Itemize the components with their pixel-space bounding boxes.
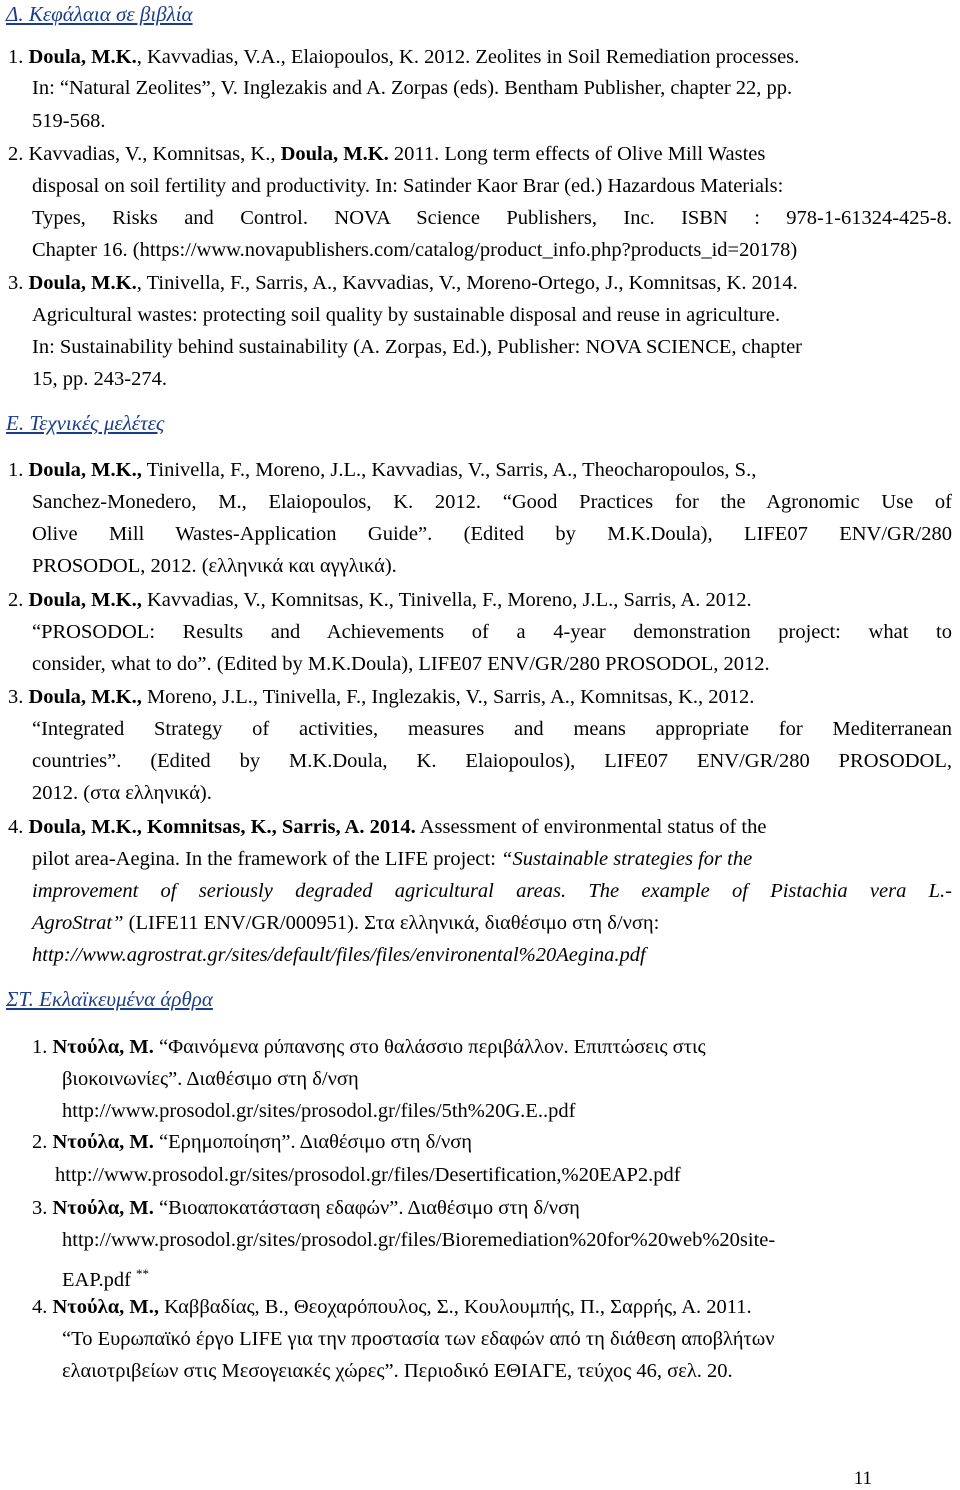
project-title-italic: improvement of seriously degraded agricultural areas. The example of Pistachia vera L.- <box>32 880 952 902</box>
citation-text: “Βιοαποκατάσταση εδαφών”. Διαθέσιμο στη δ/νση <box>153 1197 580 1219</box>
author-bold: Doula, M.K., <box>28 686 142 708</box>
citation-text: Tinivella, F., Moreno, J.L., Kavvadias, V., Sarris, A., Theocharopoulos, S., <box>141 459 757 481</box>
list-item <box>8 814 766 840</box>
url-link[interactable]: EAP.pdf <box>62 1268 131 1291</box>
citation-line: ελαιοτριβείων στις Μεσογειακές χώρες”. Περιοδικό ΕΘΙΑΓΕ, τεύχος 46, σελ. 20. <box>62 1360 733 1382</box>
citation-line: Agricultural wastes: protecting soil quality by sustainable disposal and reuse in agriculture. <box>32 304 781 326</box>
item-number: 1. <box>32 1036 48 1058</box>
citation-line: PROSODOL, 2012. (ελληνικά και αγγλικά). <box>32 555 397 577</box>
author-bold: Doula, M.K. <box>28 272 137 294</box>
citation-line: 15, pp. 243-274. <box>32 368 167 390</box>
list-item <box>8 684 754 710</box>
author-bold: Ντούλα, Μ. <box>52 1036 154 1058</box>
list-item <box>32 1195 580 1221</box>
item-number: 1. <box>8 459 24 481</box>
author-bold: Doula, M.K., <box>28 589 142 611</box>
citation-line: βιοκοινωνίες”. Διαθέσιμο στη δ/νση <box>62 1068 359 1090</box>
item-number: 4. <box>8 816 24 838</box>
citation-line: Chapter 16. (https://www.novapublishers.com/catalog/product_info.php?products_id=20178) <box>32 239 798 261</box>
item-number: 3. <box>8 686 24 708</box>
list-item <box>8 270 798 296</box>
author-bold: Doula, M.K., Komnitsas, K., Sarris, A. 2014. <box>28 816 416 838</box>
citation-line: In: Sustainability behind sustainability (A. Zorpas, Ed.), Publisher: NOVA SCIENCE, chapter <box>32 336 803 358</box>
citation-line <box>62 1261 149 1293</box>
citation-text: 2011. Long term effects of Olive Mill Wastes <box>388 143 766 165</box>
section-heading-popular-articles: ΣΤ. Εκλαϊκευμένα άρθρα <box>6 987 213 1011</box>
citation-line: “Το Ευρωπαϊκό έργο LIFE για την προστασία των εδαφών από τη διάθεση αποβλήτων <box>62 1328 775 1350</box>
list-item <box>8 141 765 167</box>
list-item <box>32 1129 472 1155</box>
list-item <box>8 457 756 483</box>
page-number: 11 <box>853 1468 872 1489</box>
citation-text: Moreno, J.L., Tinivella, F., Inglezakis, V., Sarris, A., Komnitsas, K., 2012. <box>141 686 755 708</box>
citation-line: 2012. (στα ελληνικά). <box>32 782 212 804</box>
url-link[interactable]: http://www.prosodol.gr/sites/prosodol.gr/files/Desertification,%20EAP2.pdf <box>55 1164 681 1186</box>
item-number: 2. <box>8 589 24 611</box>
citation-text: (LIFE11 ENV/GR/000951). Στα ελληνικά, διαθέσιμο στη δ/νση: <box>123 912 660 934</box>
citation-line: Olive Mill Wastes-Application Guide”. (Edited by M.K.Doula), LIFE07 ENV/GR/280 <box>32 523 952 545</box>
citation-line: 519-568. <box>32 110 106 132</box>
footnote-marker: ** <box>136 1266 150 1281</box>
citation-line: countries”. (Edited by M.K.Doula, K. Elaiopoulos), LIFE07 ENV/GR/280 PROSODOL, <box>32 750 952 772</box>
item-number: 2. <box>8 143 24 165</box>
citation-text: Kavvadias, V., Komnitsas, K., <box>28 143 281 165</box>
citation-text: Assessment of environmental status of the <box>415 816 767 838</box>
citation-line <box>32 846 752 872</box>
list-item <box>8 44 799 70</box>
citation-line: Types, Risks and Control. NOVA Science Publishers, Inc. ISBN : 978-1-61324-425-8. <box>32 207 952 229</box>
item-number: 4. <box>32 1296 48 1318</box>
url-link[interactable]: http://www.prosodol.gr/sites/prosodol.gr/files/Bioremediation%20for%20web%20site- <box>62 1229 776 1251</box>
author-bold: Doula, M.K. <box>28 46 137 68</box>
citation-line <box>32 910 659 936</box>
item-number: 3. <box>32 1197 48 1219</box>
item-number: 1. <box>8 46 24 68</box>
author-bold: Doula, M.K., <box>28 459 142 481</box>
author-bold: Doula, M.K. <box>280 143 389 165</box>
project-title-italic: “Sustainable strategies for the <box>501 848 753 870</box>
citation-line: “Integrated Strategy of activities, measures and means appropriate for Mediterranean <box>32 718 952 740</box>
url-link[interactable]: http://www.prosodol.gr/sites/prosodol.gr/files/5th%20G.E..pdf <box>62 1100 576 1122</box>
citation-text: “Ερημοποίηση”. Διαθέσιμο στη δ/νση <box>153 1131 472 1153</box>
citation-text: , Tinivella, F., Sarris, A., Kavvadias, V., Moreno-Ortego, J., Komnitsas, K. 2014. <box>136 272 798 294</box>
url-link[interactable]: http://www.agrostrat.gr/sites/default/files/files/environental%20Aegina.pdf <box>32 944 646 966</box>
citation-line: In: “Natural Zeolites”, V. Inglezakis and A. Zorpas (eds). Bentham Publisher, chapter 22, pp. <box>32 77 793 99</box>
citation-line: Sanchez-Monedero, M., Elaiopoulos, K. 2012. “Good Practices for the Agronomic Use of <box>32 491 952 513</box>
author-bold: Ντούλα, Μ. <box>52 1197 154 1219</box>
item-number: 3. <box>8 272 24 294</box>
citation-line: disposal on soil fertility and productivity. In: Satinder Kaor Brar (ed.) Hazardous Materials: <box>32 175 784 197</box>
citation-text: pilot area-Aegina. In the framework of the LIFE project: <box>32 848 502 870</box>
citation-line: consider, what to do”. (Edited by M.K.Doula), LIFE07 ENV/GR/280 PROSODOL, 2012. <box>32 653 770 675</box>
citation-text: , Kavvadias, V.A., Elaiopoulos, K. 2012. Zeolites in Soil Remediation processes. <box>136 46 800 68</box>
citation-text: “Φαινόμενα ρύπανσης στο θαλάσσιο περιβάλλον. Επιπτώσεις στις <box>153 1036 706 1058</box>
project-title-italic: AgroStrat” <box>32 912 124 934</box>
author-bold: Ντούλα, Μ. <box>52 1131 154 1153</box>
list-item <box>32 1034 706 1060</box>
item-number: 2. <box>32 1131 48 1153</box>
citation-text: Καββαδίας, Β., Θεοχαρόπουλος, Σ., Κουλουμπής, Π., Σαρρής, Α. 2011. <box>159 1296 752 1318</box>
list-item <box>8 587 752 613</box>
citation-line: “PROSODOL: Results and Achievements of a 4-year demonstration project: what to <box>32 621 952 643</box>
citation-text: Kavvadias, V., Komnitsas, K., Tinivella, F., Moreno, J.L., Sarris, A. 2012. <box>141 589 752 611</box>
author-bold: Ντούλα, Μ., <box>52 1296 160 1318</box>
list-item <box>32 1294 752 1320</box>
section-heading-book-chapters: Δ. Κεφάλαια σε βιβλία <box>6 2 193 26</box>
section-heading-technical-studies: Ε. Τεχνικές μελέτες <box>6 411 165 435</box>
